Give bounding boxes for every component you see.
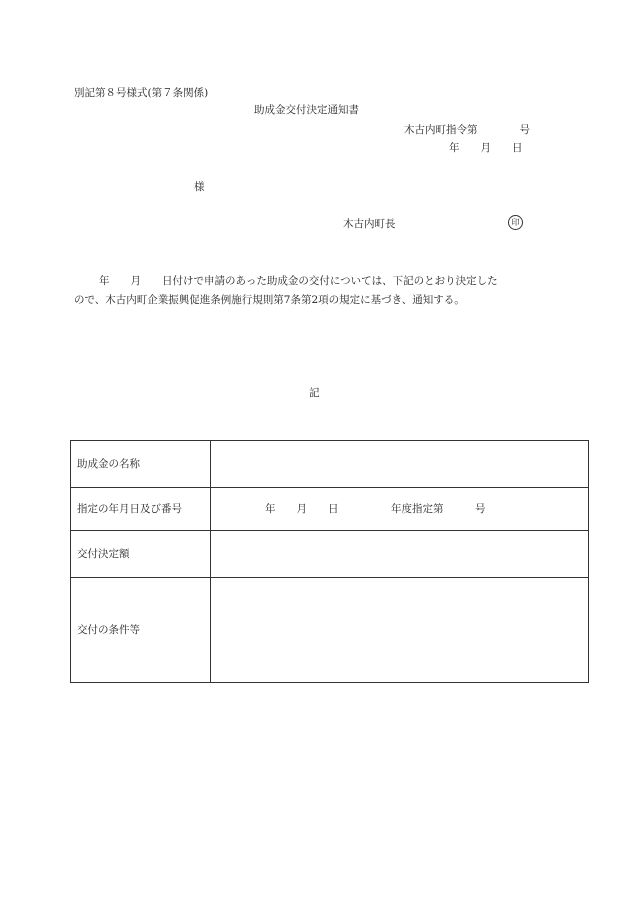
table-row (71, 531, 589, 578)
document-title: 助成金交付決定通知書 (254, 104, 359, 116)
row-label: 助成金の名称 (71, 441, 211, 488)
table-row (71, 578, 589, 683)
issue-date: 年 月 日 (449, 142, 523, 154)
seal-stamp-icon: 印 (508, 215, 523, 230)
table-row (71, 488, 589, 531)
row-label: 交付決定額 (71, 531, 211, 578)
row-value (211, 441, 589, 488)
table-row (71, 441, 589, 488)
issuer-name: 木古内町長 (343, 218, 396, 230)
row-value (211, 531, 589, 578)
reference-number: 木古内町指令第 号 (404, 124, 530, 136)
row-value: 年 月 日 年度指定第 号 (211, 488, 589, 531)
body-text-line-1: 年 月 日付けで申請のあった助成金の交付については、下記のとおり決定した (99, 275, 498, 287)
detail-table (70, 440, 589, 683)
body-text-line-2: ので、木古内町企業振興促進条例施行規則第7条第2項の規定に基づき、通知する。 (74, 294, 465, 306)
recipient-honorific: 様 (194, 181, 205, 193)
ki-heading: 記 (309, 387, 320, 399)
row-label: 指定の年月日及び番号 (71, 488, 211, 531)
row-value (211, 578, 589, 683)
row-label: 交付の条件等 (71, 578, 211, 683)
form-number: 別記第８号様式(第７条関係) (74, 87, 209, 99)
